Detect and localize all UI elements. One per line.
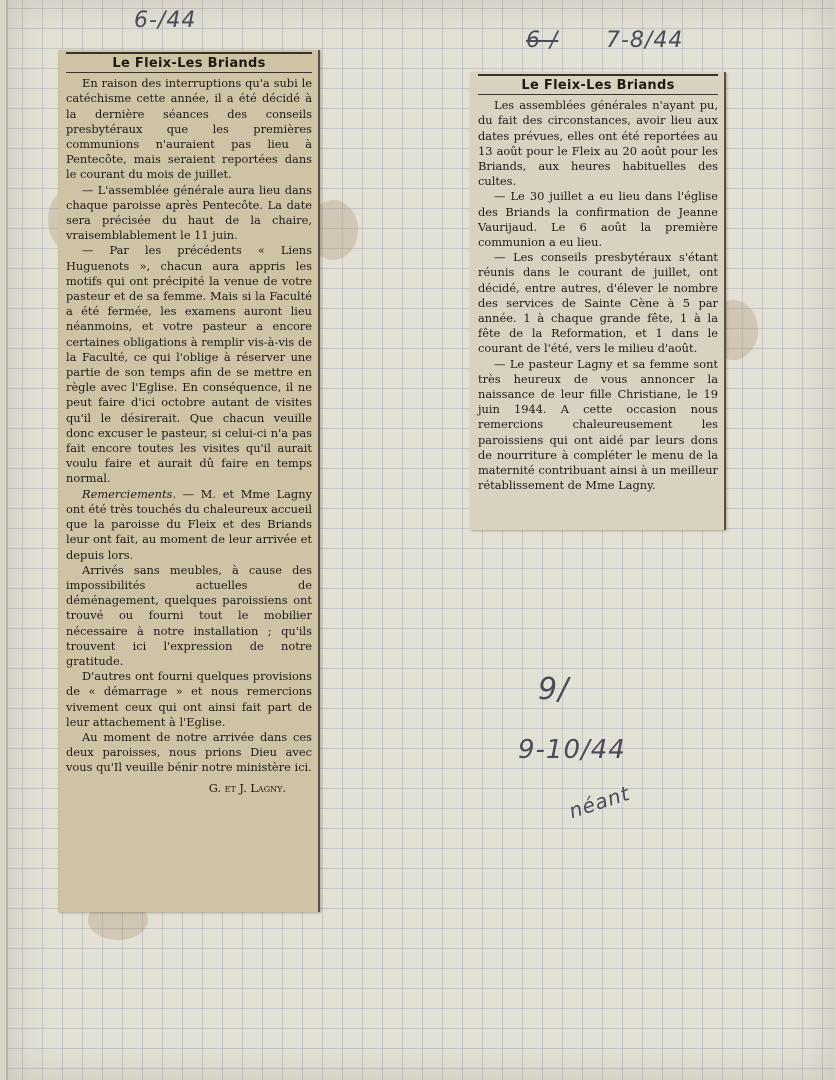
handwritten-date-left: 6-/44 xyxy=(134,8,197,33)
left-clipping-signature: G. et J. Lagny. xyxy=(208,780,286,795)
left-clipping-title: Le Fleix-Les Briands xyxy=(66,52,312,73)
thanks-heading: Remerciements. xyxy=(82,486,176,501)
left-clipping-paragraph: — Par les précédents « Liens Huguenots », chacun aura appris les motifs qui ont précipité la venue de votre pasteur et de sa femme. Mais si la Faculté a été fermée, les examens auront lieu néanmoins, et votre pasteur a encore certaines obligations à remplir vis-à-vis de la Faculté, ce qui l'oblige à réserver une partie de son temps afin de se mettre en règle avec l'Eglise. En conséquence, il ne peut faire d'ici octobre autant de visites qu'il le désirerait. Que chacun veuille donc excuser le pasteur, si celui-ci n'a pas fait encore toutes les visites qu'il aurait voulu faire et aurait dû faire en temps normal. xyxy=(66,243,312,486)
handwritten-date-bottom: 9-10/44 xyxy=(518,735,626,765)
left-clipping-paragraph: En raison des interruptions qu'a subi le catéchisme cette année, il a été décidé à la dernière séances des conseils presbytéraux que les premières communions n'auraient pas lieu à Pentecôte, mais seraient reportées dans le courant du mois de juillet. xyxy=(66,76,312,182)
right-newspaper-clipping xyxy=(470,72,726,530)
thanks-text: — M. et Mme Lagny ont été très touchés du chaleureux accueil que la paroisse du Fleix et des Briands leur ont fait, au moment de leur arrivée et depuis lors. xyxy=(66,486,312,562)
handwritten-mark: 9/ xyxy=(538,672,570,707)
left-clipping-thanks xyxy=(66,487,312,563)
left-newspaper-clipping xyxy=(58,50,320,912)
right-clipping-paragraph: — Le 30 juillet a eu lieu dans l'église des Briands la confirmation de Jeanne Vaurijaud. Le 6 août la première communion a eu lieu. xyxy=(478,189,718,250)
right-clipping-paragraph: Les assemblées générales n'ayant pu, du fait des circonstances, avoir lieu aux dates prévues, elles ont été reportées au 13 août pour le Fleix au 20 août pour les Briands, aux heures habituelles des cultes. xyxy=(478,98,718,189)
left-clipping-paragraph: Au moment de notre arrivée dans ces deux paroisses, nous prions Dieu avec vous qu'Il veuille bénir notre ministère ici. xyxy=(66,729,312,775)
notebook-page xyxy=(6,0,834,1080)
handwritten-date-right: 7-8/44 xyxy=(606,28,684,53)
handwritten-crossed-date: 6-/ xyxy=(526,28,559,53)
left-clipping-paragraph: — L'assemblée générale aura lieu dans chaque paroisse après Pentecôte. La date sera précisée du haut de la chaire, vraisemblablement le 11 juin. xyxy=(66,182,312,243)
left-clipping-paragraph: Arrivés sans meubles, à cause des impossibilités actuelles de déménagement, quelques paroissiens ont trouvé ou fourni tout le mobilier nécessaire à notre installation ; qu'ils trouvent ici l'expression de notre gratitude. xyxy=(66,562,312,668)
right-clipping-title: Le Fleix-Les Briands xyxy=(478,74,718,95)
right-clipping-paragraph: — Les conseils presbytéraux s'étant réunis dans le courant de juillet, ont décidé, entre autres, d'élever le nombre des services de Sainte Cène à 5 par année. 1 à chaque grande fête, 1 à la fête de la Reformation, et 1 dans le courant de l'été, vers le milieu d'août. xyxy=(478,250,718,356)
handwritten-note: néant xyxy=(565,780,633,824)
left-clipping-paragraph: D'autres ont fourni quelques provisions de « démarrage » et nous remercions vivement ceux qui ont ainsi fait part de leur attachement à l'Eglise. xyxy=(66,669,312,729)
right-clipping-paragraph: — Le pasteur Lagny et sa femme sont très heureux de vous annoncer la naissance de leur fille Christiane, le 19 juin 1944. A cette occasion nous remercions chaleureusement les paroissiens qui ont aidé par leurs dons de nourriture à compléter le menu de la maternité contribuant ainsi à un meilleur rétablissement de Mme Lagny. xyxy=(478,356,718,493)
